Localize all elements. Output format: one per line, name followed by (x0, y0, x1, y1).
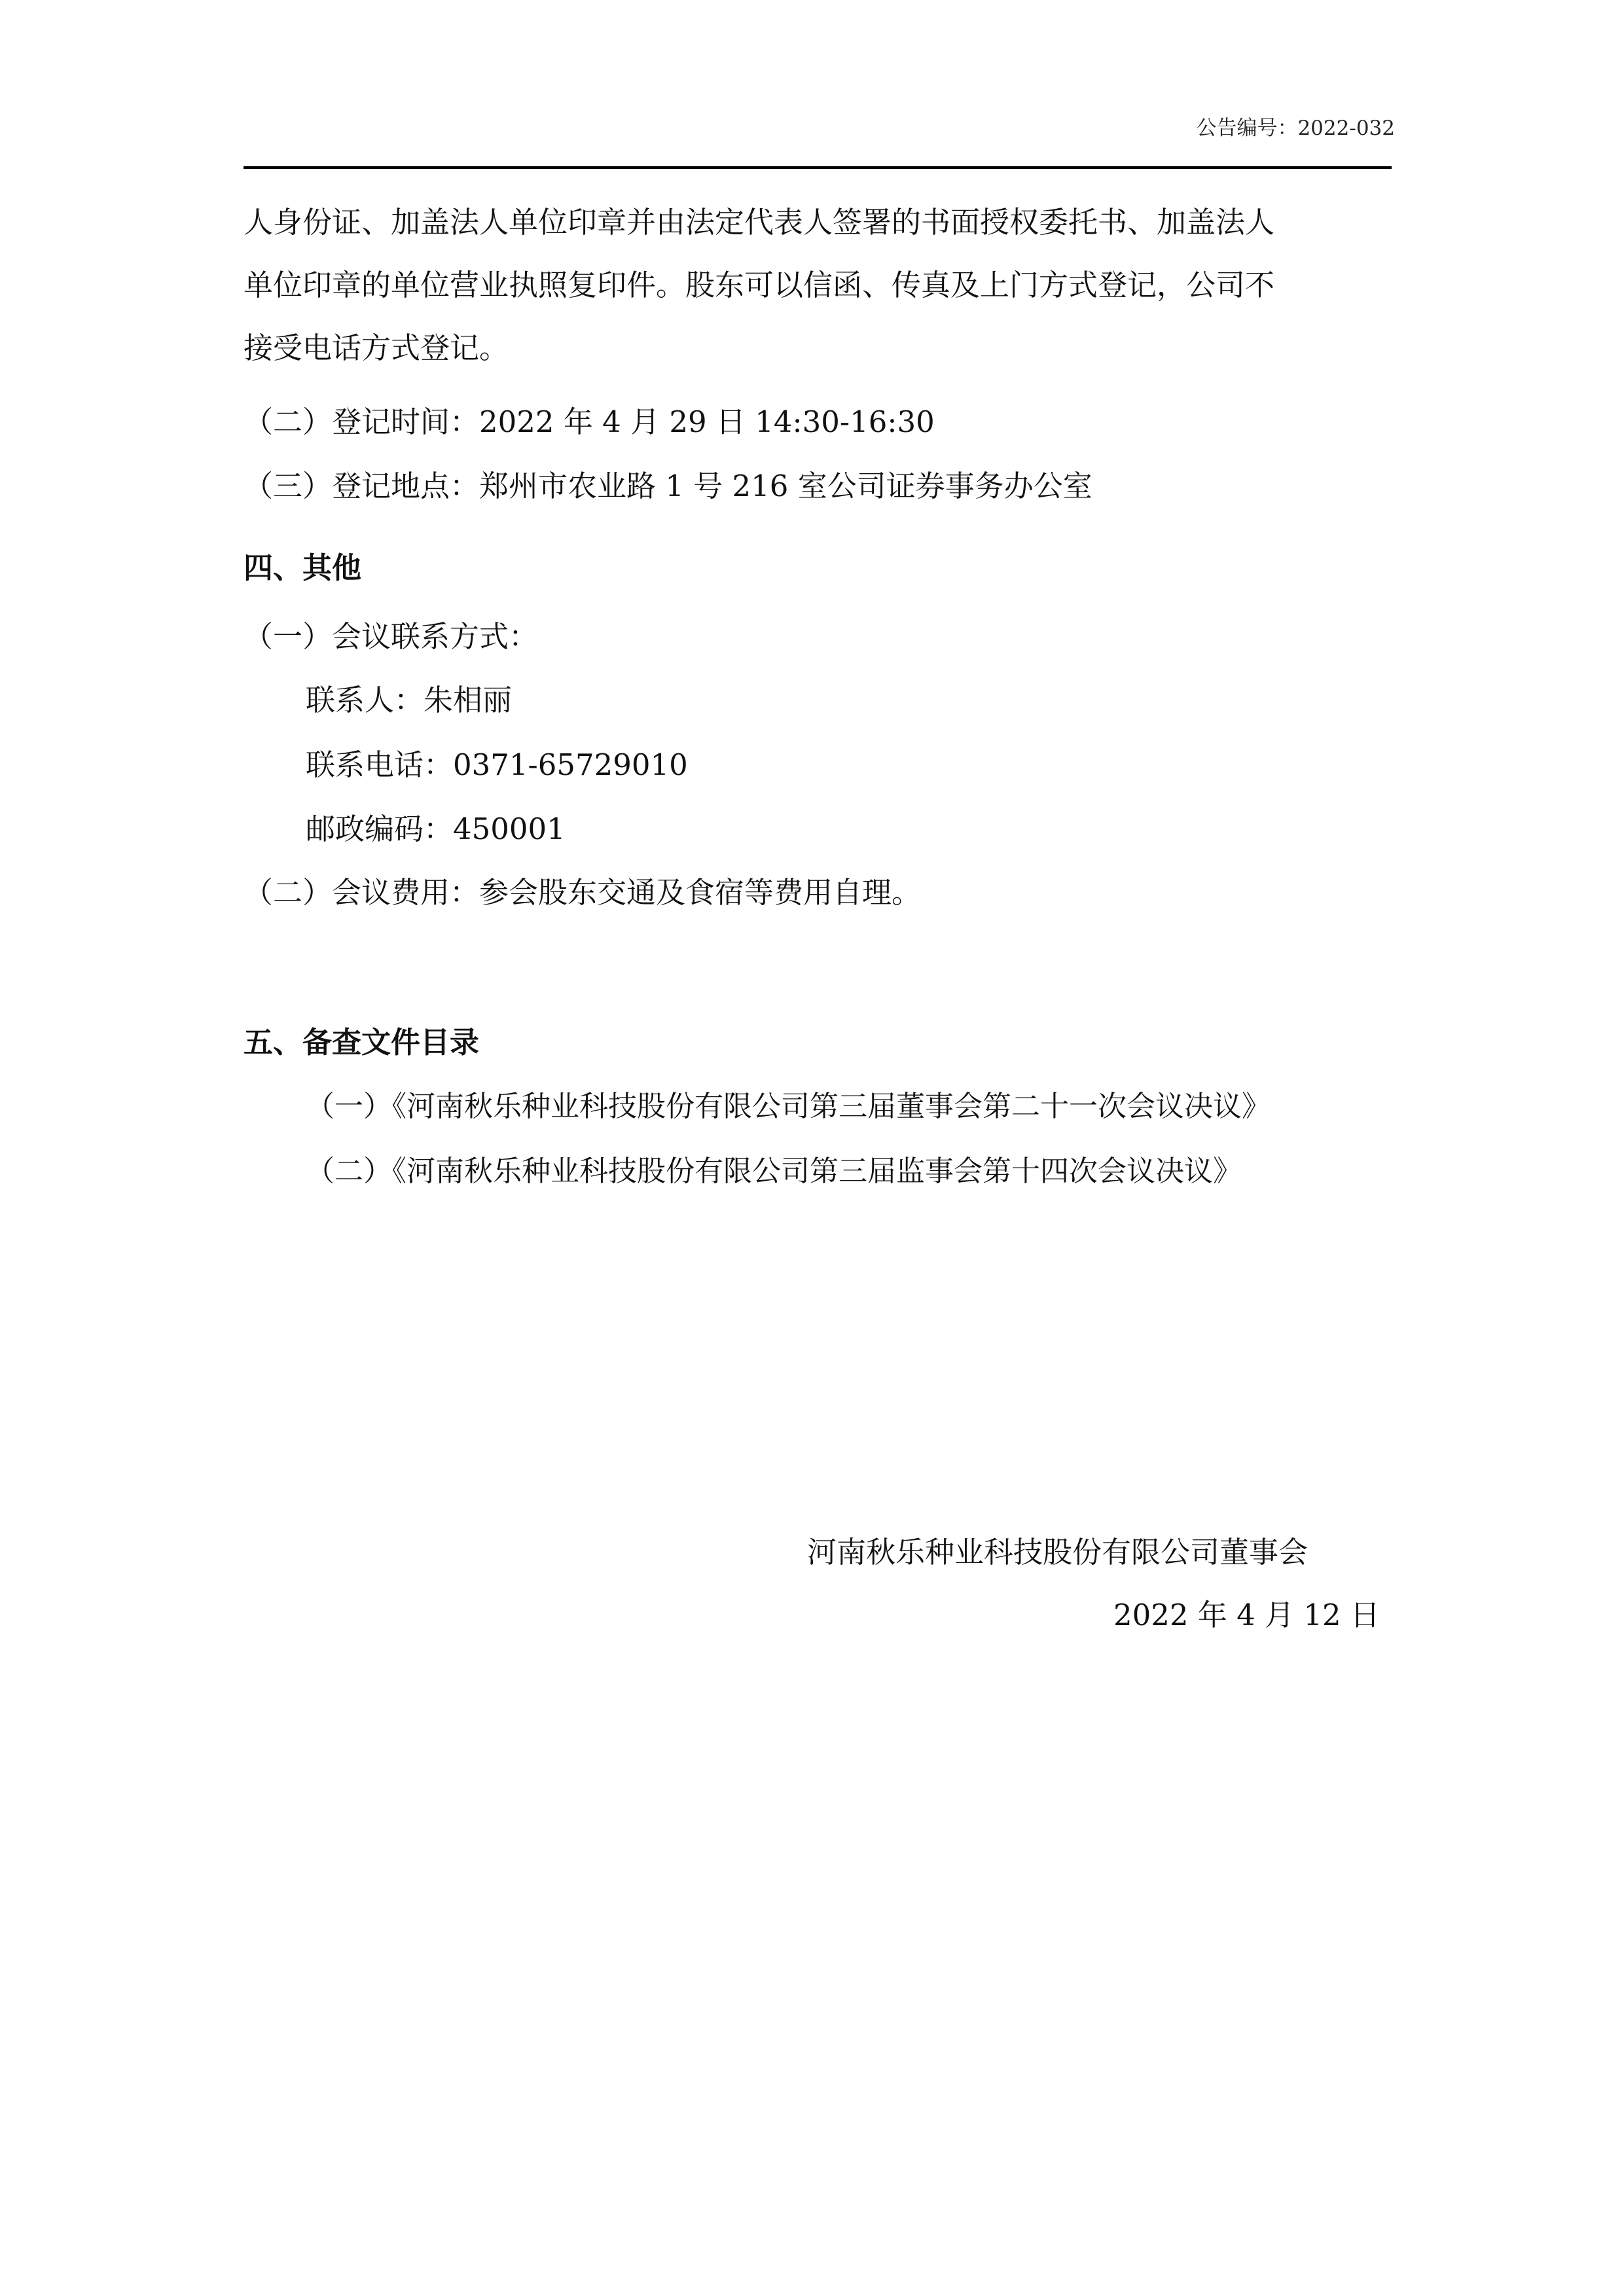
signature-date: 2022 年 4 月 12 日 (1113, 1598, 1380, 1632)
contact-title: （一）会议联系方式： (244, 619, 539, 654)
section-heading-documents: 五、备查文件目录 (244, 1025, 480, 1060)
paragraph-line: 接受电话方式登记。 (244, 331, 509, 365)
registration-time: （二）登记时间：2022 年 4 月 29 日 14:30-16:30 (244, 404, 935, 439)
section-heading-other: 四、其他 (244, 550, 362, 585)
announcement-number: 公告编号：2022-032 (1196, 117, 1395, 140)
signatory-company: 河南秋乐种业科技股份有限公司董事会 (807, 1535, 1308, 1570)
paragraph-line: 人身份证、加盖法人单位印章并由法定代表人签署的书面授权委托书、加盖法人 (244, 205, 1275, 240)
contact-phone: 联系电话：0371-65729010 (306, 747, 688, 782)
contact-person: 联系人：朱相丽 (306, 683, 513, 717)
paragraph-line: 单位印章的单位营业执照复印件。股东可以信函、传真及上门方式登记，公司不 (244, 268, 1275, 302)
meeting-fees: （二）会议费用：参会股东交通及食宿等费用自理。 (244, 875, 922, 910)
reference-document: （二）《河南秋乐种业科技股份有限公司第三届监事会第十四次会议决议》 (306, 1155, 1242, 1188)
registration-place: （三）登记地点：郑州市农业路 1 号 216 室公司证券事务办公室 (244, 469, 1092, 503)
postal-code: 邮政编码：450001 (306, 812, 566, 846)
reference-document: （一）《河南秋乐种业科技股份有限公司第三届董事会第二十一次会议决议》 (306, 1090, 1271, 1123)
header-divider (244, 166, 1392, 169)
